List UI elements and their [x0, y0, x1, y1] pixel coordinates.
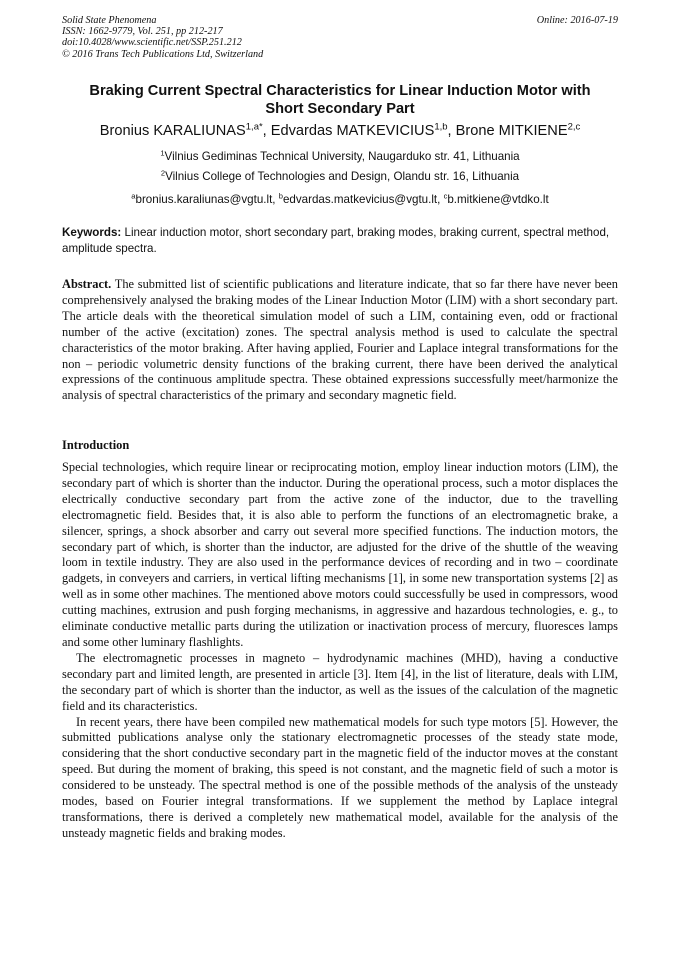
issn-line: ISSN: 1662-9779, Vol. 251, pp 212-217	[62, 26, 223, 38]
journal-header	[62, 15, 618, 60]
author-list	[40, 123, 640, 139]
section-heading-introduction: Introduction	[62, 438, 130, 452]
email-b-superscript: b	[278, 191, 283, 201]
email-a-superscript: a	[131, 191, 136, 201]
keywords-block	[62, 225, 618, 257]
introduction-body	[62, 460, 618, 842]
author-emails	[40, 193, 640, 206]
author-separator: ,	[262, 123, 271, 139]
affiliation-1	[40, 150, 640, 163]
abstract-text: The submitted list of scientific publications and literature indicate, that so far there have never been comprehensively analysed the braking modes of the Linear Induction Motor (LIM) with a short secondary part. The article deals with the theoretical simulation model of such a LIM, containing even, odd or fractional number of the active (excitation) zones. The spectral analysis method is used to calculate the spectral characteristics of the motor braking. After having applied, Fourier and Laplace integral transformations for the non – periodic volumetric density functions of the braking current, there have been derived the analytical expressions of the continuous amplitude spectra. These obtained expressions successfully meet/harmonize the analysis of spectral characteristics of the primary and secondary magnetic field.	[62, 277, 618, 403]
affiliation-1-superscript: 1	[160, 148, 165, 158]
affiliation-2-text: Vilnius College of Technologies and Design, Olandu str. 16, Lithuania	[165, 170, 520, 183]
email-a: bronius.karaliunas@vgtu.lt,	[135, 193, 279, 206]
journal-name: Solid State Phenomena	[62, 15, 157, 26]
intro-paragraph-1: Special technologies, which require linear or reciprocating motion, employ linear induction motors (LIM), the secondary part of which is shorter than the inductor. During the operational process, such a motor displaces the electrically conductive secondary part from the active zone of the inductor, due to the travelling electromagnetic field. Besides that, it is also able to perform the functions of an electromagnetic brake, a silencer, springs, a shock absorber and carry out several more specified functions. The induction motors, the secondary part of which, is shorter than the inductor, are adjusted for the drive of the shuttle of the weaving loom in textile industry. They are also used in the performance devices of recording and in two – coordinate gadgets, in conveyers and carriers, in vertical lifting mechanisms [1], in some new transportation systems [2] as well as in some other machines. The mentioned above motors could successfully be used in compressors, wood cutting machines, extrusion and push forging mechanisms, in aggressive and hazardous technologies, e. g., to eliminate conductive metallic parts during the utilization or inactivation process of mercury, fluoresces lamps and some other luminary flashlights.	[62, 460, 618, 649]
affiliation-1-text: Vilnius Gediminas Technical University, Naugarduko str. 41, Lithuania	[164, 150, 520, 163]
abstract-label: Abstract.	[62, 277, 112, 291]
affiliation-2-superscript: 2	[160, 168, 166, 178]
author-3-superscript: 2,c	[567, 121, 581, 133]
email-c-superscript: c	[443, 191, 448, 201]
doi-line: doi:10.4028/www.scientific.net/SSP.251.212	[62, 37, 242, 49]
email-c: b.mitkiene@vtdko.lt	[447, 193, 549, 206]
author-1-superscript: 1,a*	[245, 121, 263, 133]
title-line-1: Braking Current Spectral Characteristics for Linear Induction Motor with	[89, 83, 591, 99]
affiliation-2	[40, 170, 640, 183]
author-2-superscript: 1,b	[434, 121, 448, 133]
abstract-block	[62, 277, 618, 404]
keywords-text: Linear induction motor, short secondary part, braking modes, braking current, spectral method, amplitude spectra.	[62, 226, 610, 255]
author-3-name: Brone MITKIENE	[455, 123, 568, 139]
author-2-name: Edvardas MATKEVICIUS	[270, 123, 435, 139]
paper-title	[62, 82, 618, 118]
copyright-line: © 2016 Trans Tech Publications Ltd, Switzerland	[62, 48, 264, 60]
email-b: edvardas.matkevicius@vgtu.lt,	[282, 193, 444, 206]
online-date: Online: 2016-07-19	[536, 15, 618, 26]
intro-paragraph-2: The electromagnetic processes in magneto – hydrodynamic machines (MHD), having a conductive secondary part and limited length, are presented in article [3]. Item [4], in the list of literature, deals with LIM, the secondary part of which is shorter than the inductor, as well as the issues of the calculation of the magnetic field and its characteristics.	[62, 650, 618, 713]
author-separator: ,	[447, 123, 456, 139]
title-line-2: Short Secondary Part	[265, 101, 415, 117]
author-1-name: Bronius KARALIUNAS	[99, 123, 246, 139]
intro-paragraph-3: In recent years, there have been compiled new mathematical models for such type motors [5]. However, the submitted publications analyse only the stationary electromagnetic processes of the steady state mode, considering that the short conductive secondary part in the magnetic field of the inductor moves at the constant speed. But during the moment of braking, this speed is not constant, and the magnetic field of such a motor is considered to be unsteady. The spectral method is one of the possible methods of the analysis of the unsteady modes, based on Fourier integral transformations. If we supplement the method by Laplace integral transformations, there is derived a completely new mathematical model, available for the analysis of the unsteady magnetic fields and braking modes.	[62, 714, 618, 840]
keywords-label: Keywords:	[62, 226, 122, 239]
